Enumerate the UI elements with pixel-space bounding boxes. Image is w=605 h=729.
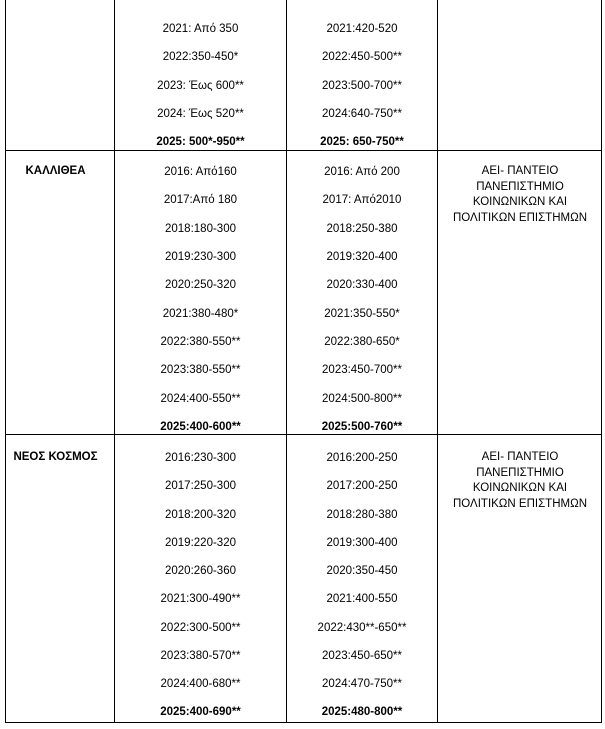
sale-price-entry: 2023: Έως 600** xyxy=(157,80,244,92)
notes-university: ΑΕΙ- ΠΑΝΤΕΙΟ ΠΑΝΕΠΙΣΤΗΜΙΟ ΚΟΙΝΩΝΙΚΩΝ ΚΑΙ ΠΟΛΙΤΙΚΩΝ ΕΠΙΣΤΗΜΩΝ xyxy=(453,165,587,224)
table-border-bottom xyxy=(5,722,602,723)
table-border-right xyxy=(601,0,602,723)
column-divider xyxy=(437,0,438,723)
sale-price-entry: 2024:400-680** xyxy=(160,678,241,690)
rent-price-entry-current: 2025: 650-750** xyxy=(320,136,404,148)
rent-price-entry: 2021:420-520 xyxy=(326,23,398,35)
rent-price-entry: 2016:200-250 xyxy=(326,452,398,464)
sale-price-entry: 2024:400-550** xyxy=(160,393,241,405)
sale-price-entry: 2019:220-320 xyxy=(165,537,236,549)
rent-price-entry: 2020:350-450 xyxy=(326,565,398,577)
rent-price-entry: 2019:320-400 xyxy=(326,251,398,263)
table-border-left xyxy=(5,0,6,723)
sale-price-entry: 2017:250-300 xyxy=(165,480,236,492)
sale-price-entry: 2023:380-550** xyxy=(160,364,241,376)
rent-price-entry: 2021:400-550 xyxy=(326,593,398,605)
rent-price-entry: 2017:200-250 xyxy=(326,480,398,492)
row-divider xyxy=(5,150,602,151)
rent-price-entry: 2021:350-550* xyxy=(324,308,400,320)
sale-price-entry: 2016:230-300 xyxy=(165,452,236,464)
rent-price-entry: 2023:500-700** xyxy=(322,80,402,92)
sale-price-entry: 2016: Από160 xyxy=(164,166,237,178)
rent-price-entry: 2023:450-700** xyxy=(322,364,402,376)
sale-price-entry: 2022:350-450* xyxy=(162,51,239,63)
sale-price-entry-current: 2025:400-600** xyxy=(160,421,241,433)
sale-price-entry-current: 2025:400-690** xyxy=(160,706,241,718)
sale-price-entry: 2018:200-320 xyxy=(165,509,236,521)
sale-price-entry: 2017:Από 180 xyxy=(163,194,238,206)
sale-price-entry: 2021: Από 350 xyxy=(162,23,239,35)
sale-price-entry: 2021:300-490** xyxy=(160,593,241,605)
rent-price-entry: 2024:500-800** xyxy=(322,393,402,405)
rent-price-entry: 2022:450-500** xyxy=(322,51,402,63)
rent-price-entry-current: 2025:480-800** xyxy=(321,706,403,718)
sale-price-entry: 2019:230-300 xyxy=(165,251,236,263)
sale-price-entry: 2018:180-300 xyxy=(165,223,236,235)
rent-price-entry: 2022:380-650* xyxy=(324,336,400,348)
sale-price-entry: 2022:380-550** xyxy=(160,336,241,348)
rent-price-entry: 2020:330-400 xyxy=(326,279,398,291)
rent-price-entry: 2024:640-750** xyxy=(322,108,402,120)
rent-price-entry: 2019:300-400 xyxy=(326,537,398,549)
sale-price-entry: 2024: Έως 520** xyxy=(157,108,244,120)
rent-price-entry: 2024:470-750** xyxy=(322,678,402,690)
rent-price-entry: 2023:450-650** xyxy=(322,650,402,662)
rent-price-entry: 2022:430**-650** xyxy=(317,622,407,634)
row-divider xyxy=(5,434,602,435)
rent-price-entry: 2016: Από 200 xyxy=(324,166,400,178)
sale-price-entry-current: 2025: 500*-950** xyxy=(156,136,245,148)
sale-price-entry: 2020:260-360 xyxy=(165,565,236,577)
area-name: ΝΕΟΣ ΚΟΣΜΟΣ xyxy=(13,451,98,463)
rent-price-entry: 2018:250-380 xyxy=(326,223,398,235)
rent-price-entry: 2017: Από2010 xyxy=(322,194,402,206)
rent-price-entry: 2018:280-380 xyxy=(326,509,398,521)
sale-price-entry: 2023:380-570** xyxy=(160,650,241,662)
rent-price-entry-current: 2025:500-760** xyxy=(321,421,403,433)
area-name: ΚΑΛΛΙΘΕΑ xyxy=(25,165,86,177)
sale-price-entry: 2021:380-480* xyxy=(162,308,239,320)
sale-price-entry: 2022:300-500** xyxy=(160,622,241,634)
notes-university: ΑΕΙ- ΠΑΝΤΕΙΟ ΠΑΝΕΠΙΣΤΗΜΙΟ ΚΟΙΝΩΝΙΚΩΝ ΚΑΙ ΠΟΛΙΤΙΚΩΝ ΕΠΙΣΤΗΜΩΝ xyxy=(453,451,587,510)
sale-price-entry: 2020:250-320 xyxy=(165,279,236,291)
